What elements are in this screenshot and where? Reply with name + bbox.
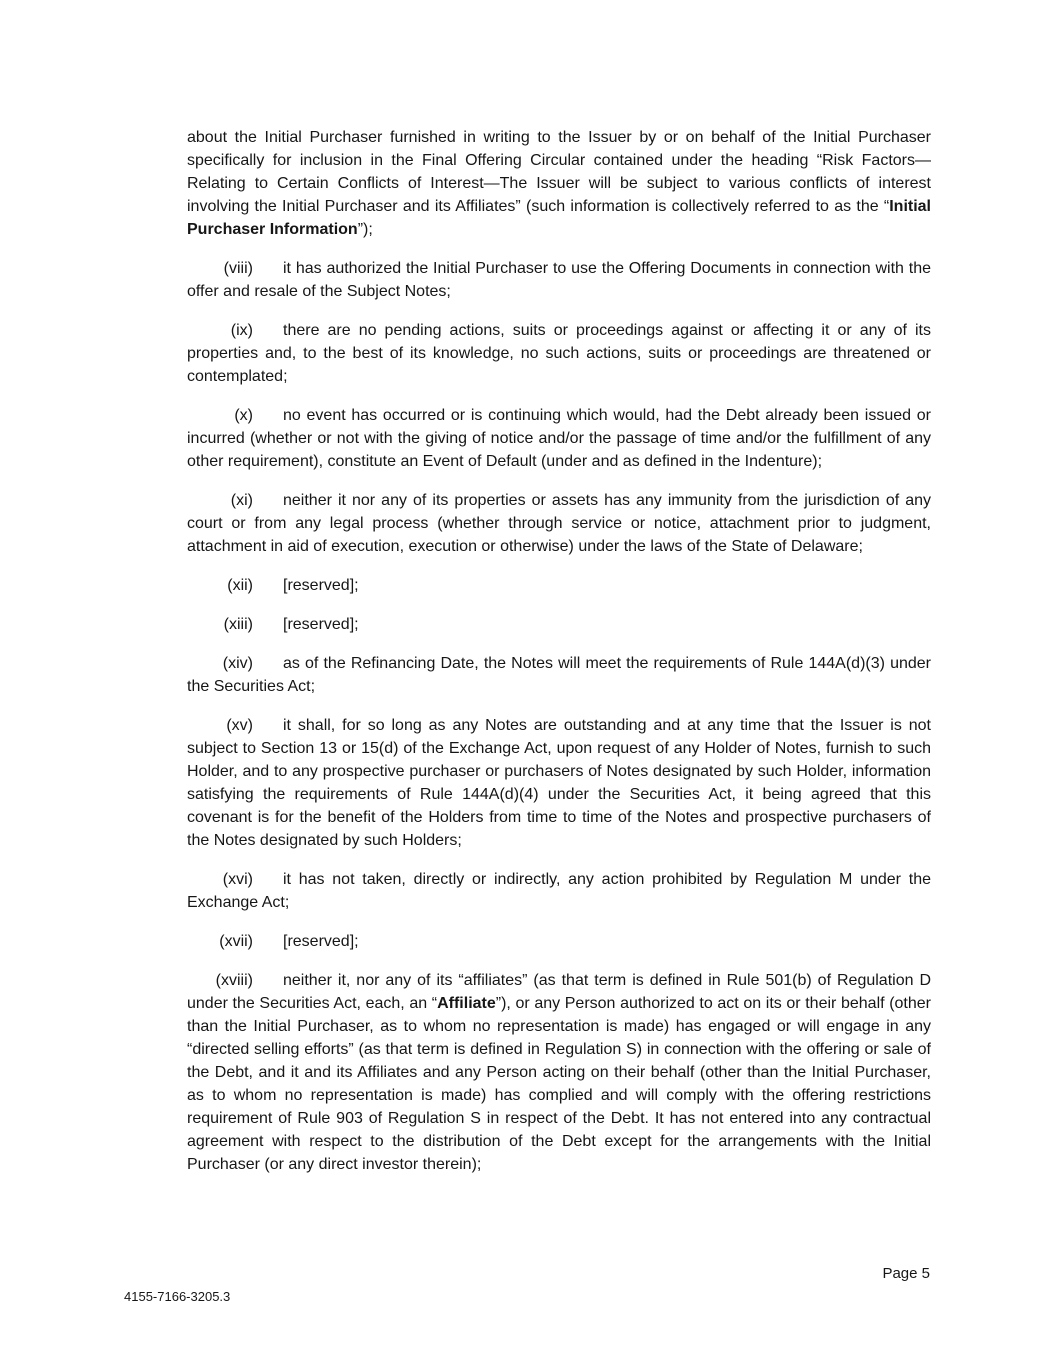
text-segment: [reserved]; bbox=[283, 933, 359, 950]
clause-paragraph bbox=[187, 652, 931, 698]
text-segment: neither it, nor any of its “affiliates” (as that term is defined in Rule 501(b) of Regulation D under the Securities Act, each, an “ bbox=[187, 972, 931, 1012]
document-id-footer: 4155-7166-3205.3 bbox=[124, 1289, 231, 1304]
clause-text bbox=[187, 655, 931, 695]
clause-paragraph bbox=[187, 613, 931, 636]
page-number: Page 5 bbox=[882, 1265, 930, 1282]
clause-text bbox=[187, 260, 931, 300]
clause-list bbox=[187, 257, 931, 1176]
clause-paragraph bbox=[187, 257, 931, 303]
text-segment: as of the Refinancing Date, the Notes will meet the requirements of Rule 144A(d)(3) under the Securities Act; bbox=[187, 655, 931, 695]
text-segment: ”), or any Person authorized to act on its or their behalf (other than the Initial Purchaser, as to whom no representation is made) has engaged or will engage in any “directed selling efforts” (as that term is defined in Regulation S) in connection with the offering or sale of the Debt, and it and its Affiliates and any Person acting on their behalf (other than the Initial Purchaser, as to whom no representation is made) has complied and will comply with the offering restrictions requirement of Rule 903 of Regulation S in respect of the Debt. It has not entered into any contractual agreement with respect to the distribution of the Debt except for the arrangements with the Initial Purchaser (or any direct investor therein); bbox=[187, 995, 932, 1173]
bold-defined-term: Initial Purchaser Information bbox=[187, 198, 931, 238]
clause-paragraph bbox=[187, 969, 931, 1176]
clause-text bbox=[187, 492, 931, 555]
text-segment: it has authorized the Initial Purchaser to use the Offering Documents in connection with the offer and resale of the Subject Notes; bbox=[187, 260, 931, 300]
clause-number: (ix) bbox=[230, 322, 253, 339]
clause-paragraph bbox=[187, 868, 931, 914]
intro-paragraph bbox=[187, 126, 931, 241]
text-segment: [reserved]; bbox=[283, 616, 359, 633]
clause-number: (xi) bbox=[230, 492, 253, 509]
clause-number: (x) bbox=[234, 407, 253, 424]
clause-paragraph bbox=[187, 574, 931, 597]
text-segment: neither it nor any of its properties or assets has any immunity from the jurisdiction of any court or from any legal process (whether through service or notice, attachment prior to judgment, attachment in aid of execution, execution or otherwise) under the laws of the State of Delaware; bbox=[187, 492, 931, 555]
clause-text bbox=[187, 717, 931, 849]
clause-text bbox=[187, 407, 931, 470]
clause-text bbox=[187, 972, 931, 1173]
clause-text bbox=[283, 933, 359, 950]
clause-text bbox=[283, 616, 359, 633]
clause-number: (viii) bbox=[223, 260, 253, 277]
text-segment: it shall, for so long as any Notes are outstanding and at any time that the Issuer is not subject to Section 13 or 15(d) of the Exchange Act, upon request of any Holder of Notes, furnish to such Holder, and to any prospective purchaser or purchasers of Notes designated by such Holder, information satisfying the requirements of Rule 144A(d)(4) under the Securities Act, it being agreed that this covenant is for the benefit of the Holders from time to time of the Notes and prospective purchasers of the Notes designated by such Holders; bbox=[187, 717, 931, 849]
clause-number: (xvii) bbox=[219, 933, 253, 950]
clause-paragraph bbox=[187, 930, 931, 953]
text-segment: ”); bbox=[357, 221, 373, 238]
text-segment: about the Initial Purchaser furnished in writing to the Issuer by or on behalf of the Initial Purchaser specifically for inclusion in the Final Offering Circular contained under the heading “Risk Factors—Relating to Certain Conflicts of Interest—The Issuer will be subject to various conflicts of interest involving the Initial Purchaser and its Affiliates” (such information is collectively referred to as the “ bbox=[187, 129, 931, 215]
bold-defined-term: Affiliate bbox=[437, 995, 496, 1012]
document-body bbox=[187, 126, 931, 1176]
clause-paragraph bbox=[187, 489, 931, 558]
clause-number: (xvi) bbox=[222, 871, 253, 888]
clause-number: (xiv) bbox=[222, 655, 253, 672]
clause-text bbox=[187, 322, 931, 385]
text-segment: [reserved]; bbox=[283, 577, 359, 594]
text-segment: no event has occurred or is continuing which would, had the Debt already been issued or incurred (whether or not with the giving of notice and/or the passage of time and/or the fulfillment of any other requirement), constitute an Event of Default (under and as defined in the Indenture); bbox=[187, 407, 931, 470]
text-segment: it has not taken, directly or indirectly, any action prohibited by Regulation M under the Exchange Act; bbox=[187, 871, 931, 911]
clause-number: (xviii) bbox=[215, 972, 253, 989]
clause-number: (xv) bbox=[226, 717, 253, 734]
clause-paragraph bbox=[187, 319, 931, 388]
clause-text bbox=[187, 871, 931, 911]
clause-number: (xiii) bbox=[223, 616, 253, 633]
text-segment: there are no pending actions, suits or proceedings against or affecting it or any of its properties and, to the best of its knowledge, no such actions, suits or proceedings are threatened or contemplated; bbox=[187, 322, 931, 385]
clause-paragraph bbox=[187, 404, 931, 473]
clause-text bbox=[283, 577, 359, 594]
clause-number: (xii) bbox=[227, 577, 253, 594]
clause-paragraph bbox=[187, 714, 931, 852]
